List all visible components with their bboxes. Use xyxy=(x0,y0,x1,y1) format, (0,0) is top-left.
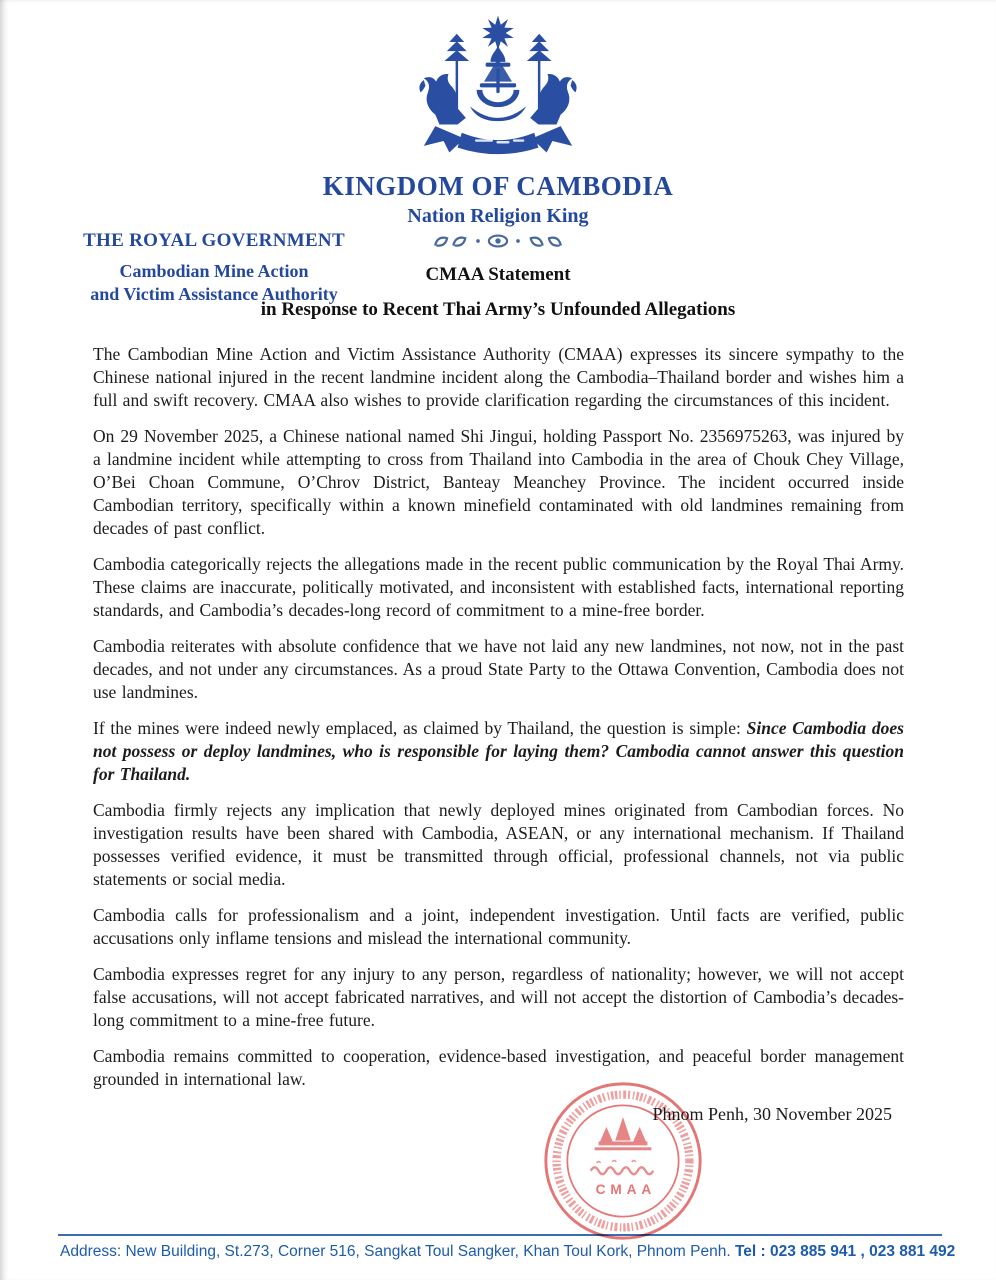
royal-government-line: THE ROYAL GOVERNMENT xyxy=(83,230,345,251)
royal-arms-of-cambodia-icon xyxy=(399,14,597,169)
authority-name-line1: Cambodian Mine Action xyxy=(119,260,309,281)
national-motto: Nation Religion King xyxy=(407,205,589,227)
kingdom-title: KINGDOM OF CAMBODIA xyxy=(322,171,674,201)
statement-body xyxy=(0,321,996,1125)
paragraph-rejects-allegations: Cambodia categorically rejects the allegations made in the recent public communication by the Royal Thai Army. These claims are inaccurate, politically motivated, and inconsistent with established facts, international reporting standards, and Cambodia’s decades-long record of commitment to a mine-free border. xyxy=(93,554,904,620)
paragraph-incident-facts: On 29 November 2025, a Chinese national named Shi Jingui, holding Passport No. 2356975263, was injured by a landmine incident while attempting to cross from Thailand into Cambodia in the area of Chouk Chey Village, O’Bei Choan Commune, O’Chrov District, Banteay Meanchey Province. The incident occurred inside Cambodian territory, specifically within a known minefield contaminated with old landmines remaining from decades of past conflict. xyxy=(93,426,904,538)
paragraph-no-new-landmines: Cambodia reiterates with absolute confidence that we have not laid any new landmines, not now, not in the past decades, and not under any circumstances. As a proud State Party to the Ottawa Convention, Cambodia does not use landmines. xyxy=(93,636,904,702)
statement-title-line2: in Response to Recent Thai Army’s Unfounded Allegations xyxy=(260,299,736,320)
paragraph-question-lead: If the mines were indeed newly emplaced, as claimed by Thailand, the question is simple: xyxy=(93,718,747,738)
paragraph-calls-professionalism: Cambodia calls for professionalism and a joint, independent investigation. Until facts are verified, public accusations only inflame tensions and mislead the international community. xyxy=(93,905,904,948)
authority-name-line2: and Victim Assistance Authority xyxy=(90,284,338,305)
paragraph-sympathy: The Cambodian Mine Action and Victim Assistance Authority (CMAA) expresses its sincere sympathy to the Chinese national injured in the recent landmine incident along the Cambodia–Thailand border and wishes him a full and swift recovery. CMAA also wishes to provide clarification regarding the circumstances of this incident. xyxy=(93,344,904,410)
footer-contact-line xyxy=(60,1243,956,1261)
footer-address: Address: New Building, St.273, Corner 516, Sangkat Toul Sangker, Khan Toul Kork, Phnom Penh. xyxy=(60,1243,735,1260)
place-and-date: Phnom Penh, 30 November 2025 xyxy=(652,1104,892,1124)
footer-telephone: Tel : 023 885 941 , 023 881 492 xyxy=(734,1243,956,1260)
khmer-ornament-divider-icon xyxy=(429,231,567,251)
paragraph-expresses-regret: Cambodia expresses regret for any injury to any person, regardless of nationality; however, we will not accept false accusations, will not accept fabricated narratives, and will not accept the distortion of Cambodia’s decades-long commitment to a mine-free future. xyxy=(93,964,904,1030)
paragraph-rejects-implication: Cambodia firmly rejects any implication that newly deployed mines originated from Cambodian forces. No investigation results have been shared with Cambodia, ASEAN, or any international mechanism. If Thailand possesses verified evidence, it must be transmitted through official, professional channels, not via public statements or social media. xyxy=(93,800,904,889)
stamp-cmaa-label: CMAA xyxy=(595,1182,657,1198)
statement-title-line1: CMAA Statement xyxy=(425,264,571,285)
issuing-authority-block xyxy=(76,230,352,306)
paragraph-question xyxy=(93,717,904,786)
paragraph-commitment: Cambodia remains committed to cooperation, evidence-based investigation, and peaceful border management grounded in international law. xyxy=(93,1046,904,1089)
footer xyxy=(0,1234,996,1280)
paragraph-question-emphasis: Since Cambodia does not possess or deploy landmines, who is responsible for laying them? Cambodia cannot answer this question for Thailand. xyxy=(93,718,904,784)
footer-divider-line xyxy=(58,1234,942,1236)
